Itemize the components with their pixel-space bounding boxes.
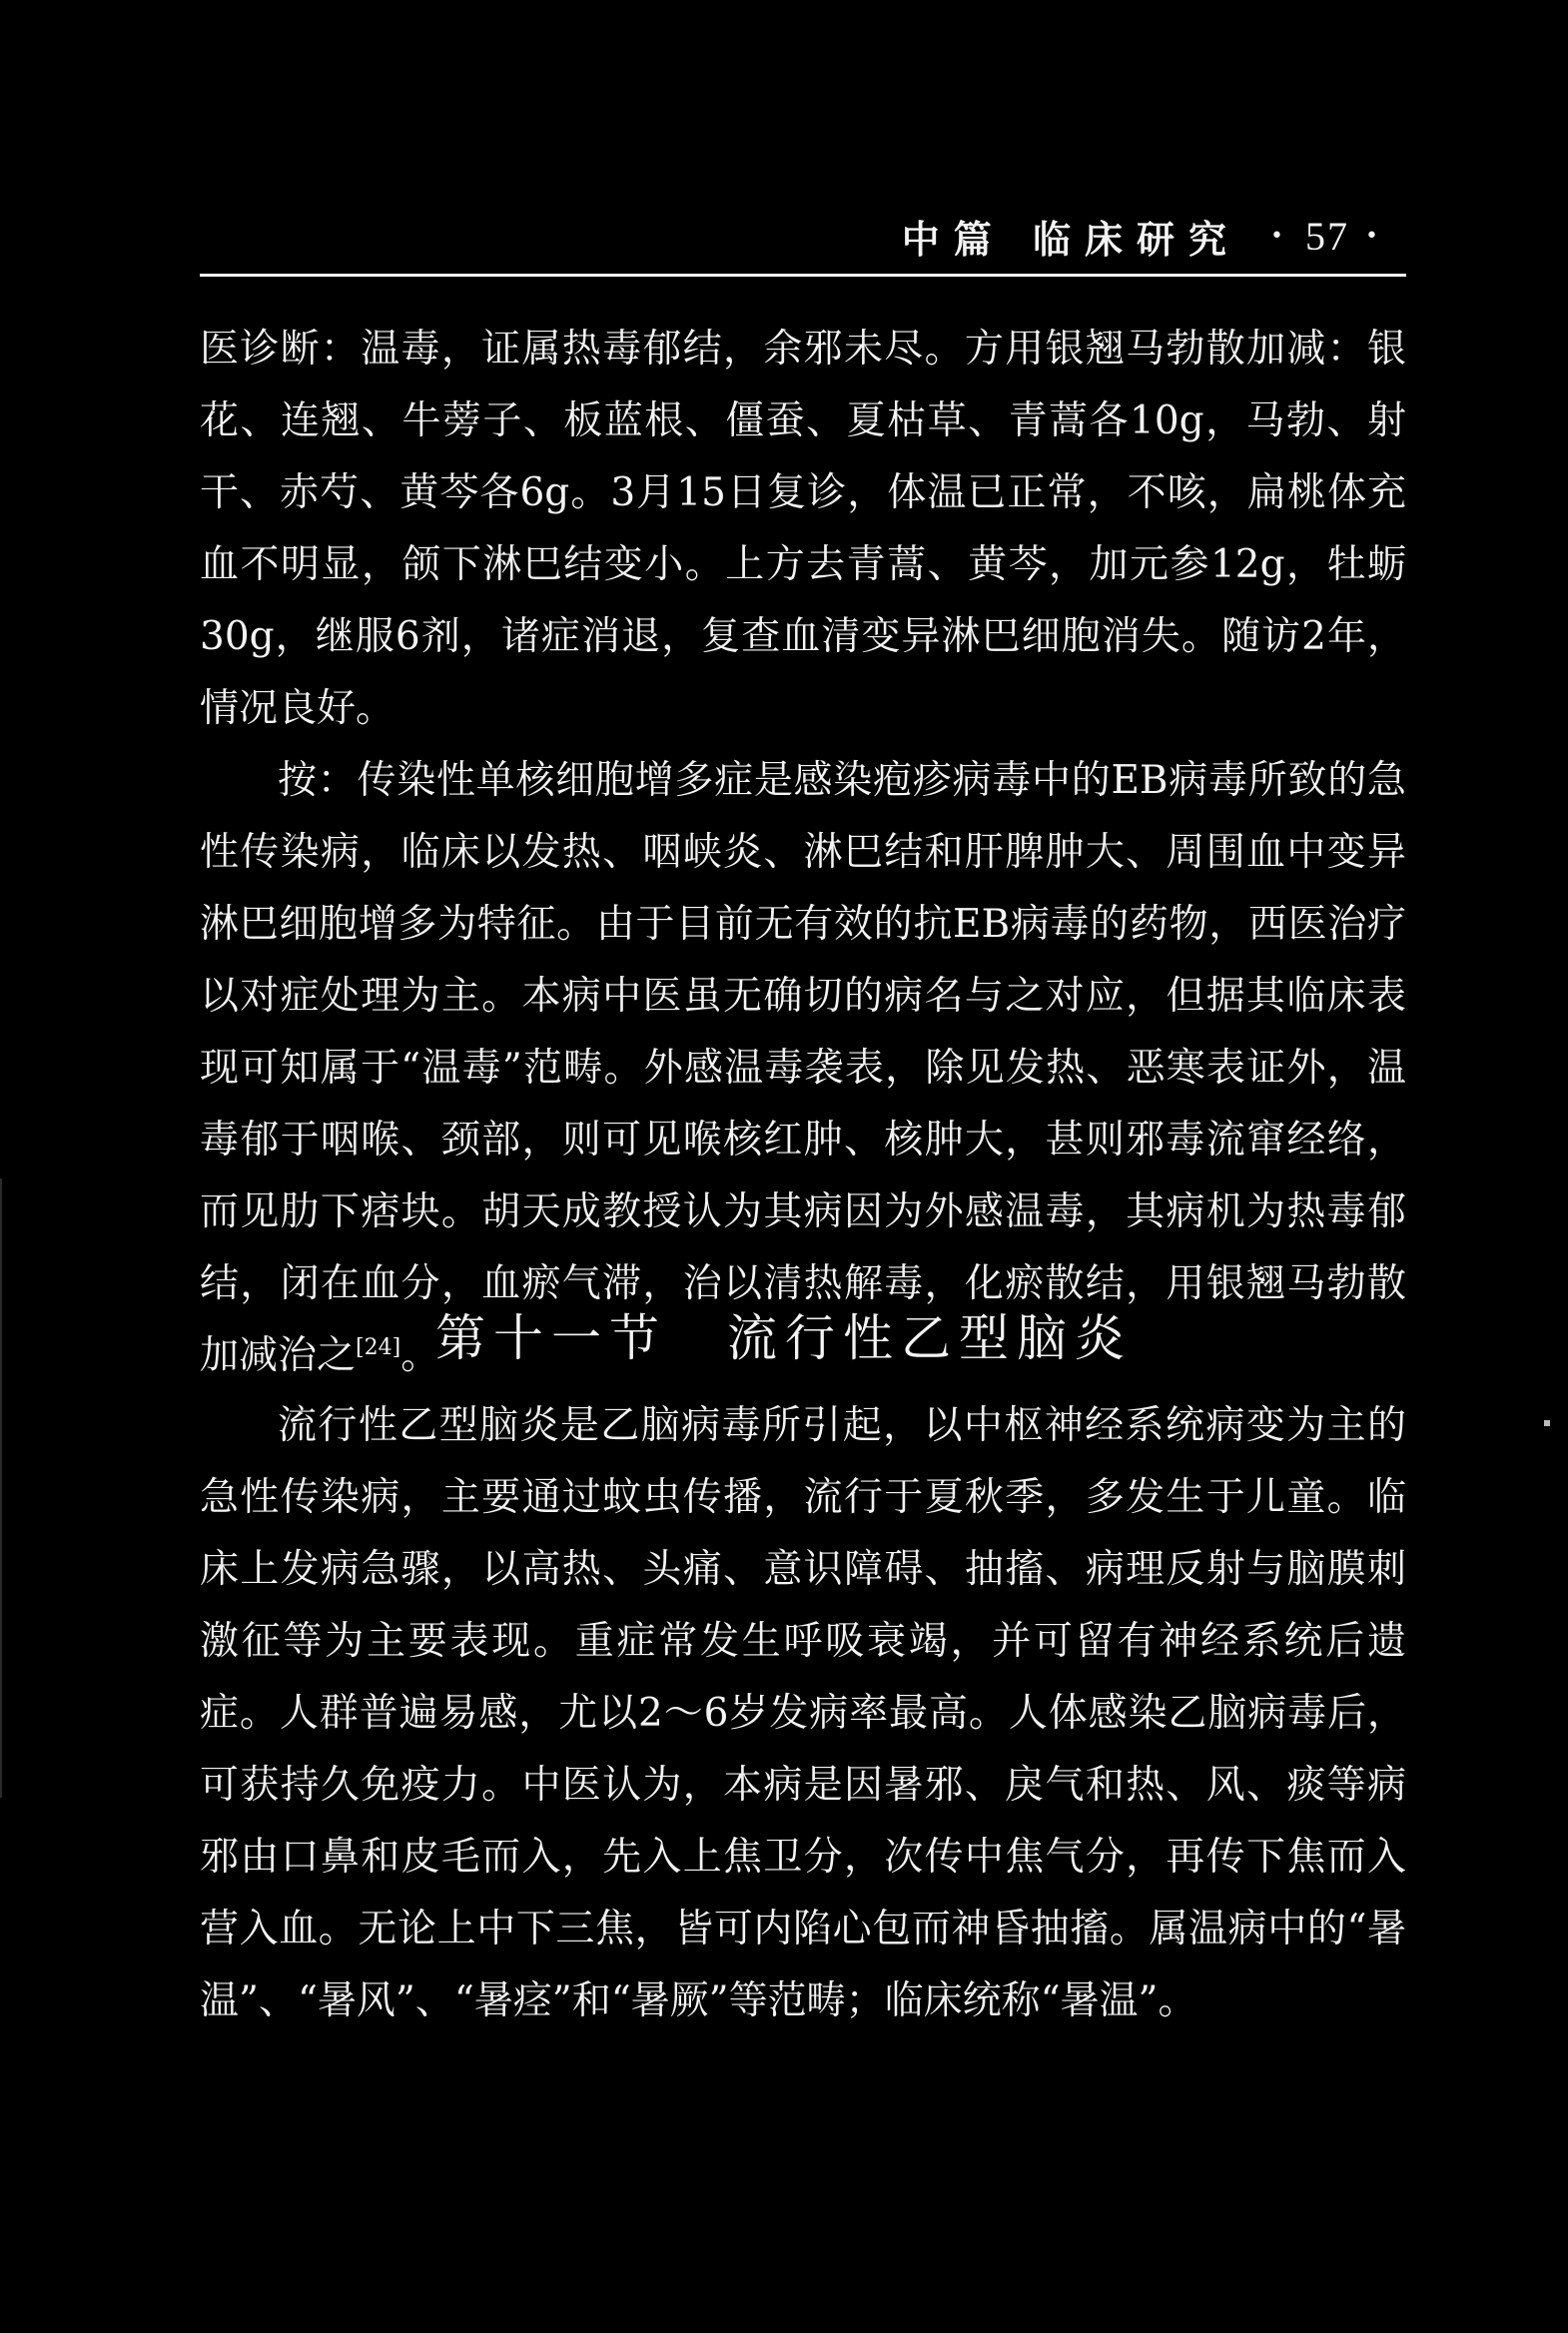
body-text-bottom bbox=[200, 1390, 1406, 2037]
page-number: 57 bbox=[1305, 213, 1350, 259]
commentary-end-mark: 。 bbox=[400, 1333, 440, 1378]
citation-marker: [24] bbox=[356, 1335, 401, 1360]
running-header-title: 中篇 临床研究 bbox=[901, 216, 1241, 262]
commentary-paragraph bbox=[200, 745, 1406, 1392]
case-paragraph: 医诊断：温毒，证属热毒郁结，余邪未尽。方用银翘马勃散加减：银花、连翘、牛蒡子、板蓝根、僵蚕、夏枯草、青蒿各10g，马勃、射干、赤芍、黄芩各6g。3月15日复诊，体温已正常，不咳，扁桃体充血不明显，颌下淋巴结变小。上方去青蒿、黄芩，加元参12g，牡蛎30g，继服6剂，诸症消退，复查血清变异淋巴细胞消失。随访2年，情况良好。 bbox=[200, 327, 1406, 731]
section-number: 第十一节 bbox=[435, 1309, 667, 1367]
section-title: 流行性乙型脑炎 bbox=[727, 1309, 1133, 1367]
scan-edge-line bbox=[0, 1178, 2, 1798]
header-rule bbox=[200, 274, 1406, 277]
body-text-top bbox=[200, 314, 1406, 1392]
header-bullet-left: • bbox=[1270, 223, 1290, 249]
commentary-text: 按：传染性单核细胞增多症是感染疱疹病毒中的EB病毒所致的急性传染病，临床以发热、咽峡炎、淋巴结和肝脾肿大、周围血中变异淋巴细胞增多为特征。由于目前无有效的抗EB病毒的药物，西医治疗以对症处理为主。本病中医虽无确切的病名与之对应，但据其临床表现可知属于“温毒”范畴。外感温毒袭表，除见发热、恶寒表证外，温毒郁于咽喉、颈部，则可见喉核红肿、核肿大，甚则邪毒流窜经络，而见肋下痞块。胡天成教授认为其病因为外感温毒，其病机为热毒郁结，闭在血分，血瘀气滞，治以清热解毒，化瘀散结，用银翘马勃散加减治之 bbox=[200, 758, 1406, 1378]
header-bullet-right: • bbox=[1365, 223, 1384, 249]
running-header bbox=[902, 206, 1400, 266]
section-heading bbox=[0, 1298, 1568, 1370]
intro-paragraph: 流行性乙型脑炎是乙脑病毒所引起，以中枢神经系统病变为主的急性传染病，主要通过蚊虫传播，流行于夏秋季，多发生于儿童。临床上发病急骤，以高热、头痛、意识障碍、抽搐、病理反射与脑膜刺激征等为主要表现。重症常发生呼吸衰竭，并可留有神经系统后遗症。人群普遍易感，尤以2～6岁发病率最高。人体感染乙脑病毒后，可获持久免疫力。中医认为，本病是因暑邪、戾气和热、风、痰等病邪由口鼻和皮毛而入，先入上焦卫分，次传中焦气分，再传下焦而入营入血。无论上中下三焦，皆可内陷心包而神昏抽搐。属温病中的“暑温”、“暑风”、“暑痉”和“暑厥”等范畴；临床统称“暑温”。 bbox=[200, 1403, 1406, 2023]
scan-speck bbox=[1544, 1420, 1550, 1426]
